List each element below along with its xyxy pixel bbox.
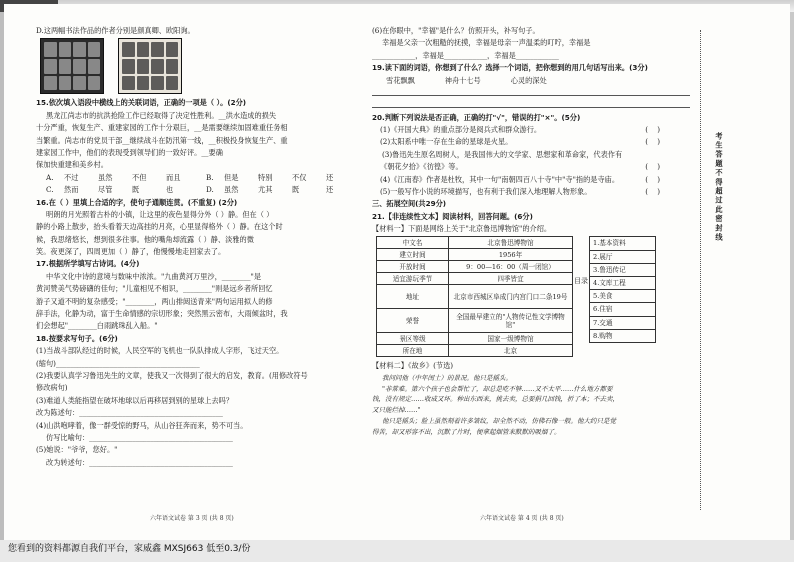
table-row [377, 333, 573, 345]
q15-text: 十分严重，恢复生产、重建家园的工作十分艰巨，__是需要继续加固难重任务相 [36, 123, 288, 133]
q17-text: 中华文化中诗的意境与数味中浓浓。"九曲黄河万里沙，________"是 [46, 271, 262, 281]
table-row [377, 249, 573, 261]
table-row [377, 261, 573, 273]
table-row [590, 263, 656, 276]
q18-answer[interactable]: 改为陈述句：________________________________________ [36, 408, 223, 418]
q20-item [372, 175, 690, 184]
option-word: 还 [326, 185, 334, 195]
q18-item: (1)当战斗部队经过的时候，人民空军的飞机也一队队排成人字形，飞过天空。 [36, 346, 284, 356]
museum-info-table [376, 236, 573, 357]
table-cell: 荣誉 [377, 309, 449, 333]
q20-statement: (2)太阳系中唯一存在生命的星球是火星。 [380, 137, 513, 147]
table-cell: 适宜游玩季节 [377, 273, 449, 285]
q20-item [372, 137, 690, 146]
q20-statement: (1)《开国大典》的重点部分是阅兵式和群众游行。 [380, 124, 542, 134]
option-word: 不过 [64, 172, 79, 182]
table-row [590, 303, 656, 316]
story-line: 又只能烂掉……" [372, 406, 421, 415]
seal-line [700, 30, 701, 510]
q19-title: 19.读下面的词语，你想到了什么？选择一个词语，把你想到的用几句话写出来。(3分) [372, 63, 648, 73]
option-word: 然而 [64, 185, 79, 195]
table-cell: 北京 [449, 345, 573, 357]
table-cell: 所在地 [377, 345, 449, 357]
option-word: 虽然 [224, 185, 239, 195]
option-word: 尽管 [98, 185, 113, 195]
q20-statement: (4)《江南春》作者是杜牧，其中一句"南朝四百八十寺"中"寺"指的是寺庙。 [380, 174, 620, 184]
q20-item [372, 162, 690, 171]
table-row [590, 250, 656, 263]
q17-text: 辞手法，化静为动，富于生命情感的宗切形象；突然黑云密布，大雨倾盆时，我 [36, 309, 288, 319]
judge-blank[interactable]: ( ) [645, 174, 660, 184]
table-row [377, 345, 573, 357]
option-letter: B. [206, 172, 214, 182]
toc-item: 2.展厅 [590, 250, 656, 263]
q15-title: 15.依次填入语段中横线上的关联词语，正确的一项是（ ）。(2分) [36, 98, 247, 108]
watermark-text: 您看到的资料都源自我们平台，家威鑫 MXSJ663 低至0.3/份 [8, 544, 251, 554]
table-of-contents [589, 236, 656, 343]
q16-text: 明朗的月光照着古朴的小镇，让这里的夜色显得分外（ ）静。但在（ ） [46, 209, 274, 219]
q15-text: 建家园工作中，他们的表现受到领导们的一致好评。__要确 [36, 147, 223, 157]
table-cell: 地址 [377, 285, 449, 309]
option-word: 既 [132, 185, 140, 195]
left-page [36, 26, 362, 470]
q17-text: 们会想起"________白雨跳珠乱入船。" [36, 321, 158, 331]
table-of-contents-label: 目录 [574, 277, 588, 286]
option-word: 不仅 [292, 172, 307, 182]
section-three-title: 三、拓展空间(共29分) [372, 199, 447, 209]
table-cell: 北京鲁迅博物馆 [449, 237, 573, 249]
calligraphy-image-1 [40, 38, 104, 94]
q15-options-row-2 [36, 185, 362, 194]
q19-word: 心灵的深处 [510, 75, 547, 85]
q14-option-d: D.这两幅书法作品的作者分别是颜真卿、欧阳询。 [36, 26, 195, 35]
option-word: 尤其 [258, 185, 273, 195]
option-letter: D. [206, 185, 214, 195]
q21-title: 21.【非连续性文本】阅读材料，回答问题。(6分) [372, 211, 533, 221]
q20-item [372, 187, 690, 196]
option-word: 而且 [166, 172, 181, 182]
toc-item: 7.交通 [590, 316, 656, 329]
q15-options-row-1 [36, 173, 362, 182]
judge-blank[interactable]: ( ) [645, 186, 660, 196]
scan-right-edge [790, 12, 794, 540]
page-footer-right: 六年语文试卷 第 4 页 (共 8 页) [480, 515, 564, 522]
table-row [377, 285, 573, 309]
table-row [377, 237, 573, 249]
option-word: 也 [166, 185, 174, 195]
toc-item: 3.鲁迅传记 [590, 263, 656, 276]
q18-item: (3)难道人类能指望在破坏地球以后再移居到别的星球上去吗？ [36, 395, 234, 405]
calligraphy-samples [40, 38, 362, 94]
story-line: "非常难。第六个孩子也会帮忙了，却总是吃不够……又不太平……什么地方都要 [382, 384, 613, 393]
table-row [590, 290, 656, 303]
story-line: 得苦，却又形容不出，沉默了片时，便拿起烟管来默默的吸烟了。 [372, 427, 561, 436]
answer-line[interactable] [372, 101, 690, 108]
table-row [590, 237, 656, 250]
option-letter: C. [46, 185, 54, 195]
table-cell: 四季皆宜 [449, 273, 573, 285]
q17-text: 黄河赞美气势磅礴的佳句；"儿童相见不相识，________"则是远乡者所回忆 [36, 284, 273, 294]
q18-answer[interactable]: (缩句)________________________________________ [36, 358, 200, 368]
museum-info-block [376, 236, 690, 357]
q17-text: 游子又道不明的复杂感受；"________，两山排闼送青来"两句运用拟人的修 [36, 296, 273, 306]
table-cell: 北京市西城区阜成门内宫门口二条19号 [449, 285, 573, 309]
table-cell: 中文名 [377, 237, 449, 249]
right-page [372, 26, 690, 438]
q18-text: 幸福是父亲一次粗糙的抚摸，幸福是母亲一声温柔的叮咛，幸福是 [382, 38, 591, 48]
table-cell: 1956年 [449, 249, 573, 261]
toc-item: 8.购物 [590, 329, 656, 342]
table-cell: 景区等级 [377, 333, 449, 345]
q20-statement: (3)鲁迅先生原名周树人，是我国伟大的文学家、思想家和革命家，代表作有 [382, 149, 623, 159]
material-two-title: 【材料二】《故乡》(节选) [372, 361, 454, 371]
bottom-watermark-bar [0, 540, 794, 562]
story-line: 他只是摇头；脸上虽然刻着许多皱纹，却全然不动，仿佛石像一般。他大约只是觉 [382, 416, 616, 425]
toc-item: 5.美食 [590, 290, 656, 303]
judge-blank[interactable]: ( ) [645, 137, 660, 147]
toc-item: 6.住宿 [590, 303, 656, 316]
q18-item: (2)我要认真学习鲁迅先生的文章，使我又一次得到了很大的启发，教育。(用修改符号 [36, 370, 308, 380]
q18-answer[interactable]: 仿写比喻句：________________________________________ [46, 432, 233, 442]
q18-item: (6)在你眼中，"幸福"是什么？仿照开头，补写句子。 [372, 26, 540, 35]
table-row [590, 277, 656, 290]
q20-item [372, 125, 690, 134]
q19-word: 神舟十七号 [444, 75, 481, 85]
calligraphy-image-2 [118, 38, 182, 94]
option-word: 不但 [132, 172, 147, 182]
answer-line[interactable] [372, 89, 690, 96]
story-line: 钱，没有规定……收成又坏。种出东西来，挑去卖，总要捐几回钱，折了本；不去卖， [372, 395, 619, 404]
table-row [590, 329, 656, 342]
q15-text: 保加快重建和美乡村。 [36, 160, 108, 170]
table-cell: 9：00—16：00（周一闭馆） [449, 261, 573, 273]
q18-answer[interactable]: ____________，幸福是____________，幸福是____________ [372, 50, 559, 60]
table-row [590, 316, 656, 329]
option-word: 但是 [224, 172, 239, 182]
q16-title: 16.在（ ）里填上合适的字，使句子通顺连贯。(不重复) (2分) [36, 197, 238, 207]
table-row [377, 273, 573, 285]
page-footer-left: 六年语文试卷 第 3 页 (共 8 页) [150, 515, 234, 522]
q17-title: 17.根据所学填写古诗词。(4分) [36, 259, 140, 269]
seal-line-notice: 考生答题不得超过此密封线 [715, 132, 724, 243]
option-word: 虽然 [98, 172, 113, 182]
toc-item: 1.基本资料 [590, 237, 656, 250]
option-word: 既 [292, 185, 300, 195]
story-line: 我问问他（中年闰土）的景况。他只是摇头。 [382, 373, 512, 382]
judge-blank[interactable]: ( ) [645, 124, 660, 134]
q15-text: 当繁重。尚志市的党员干部__继续战斗在防汛第一线，__积极投身恢复生产、重 [36, 135, 288, 145]
option-letter: A. [46, 172, 54, 182]
table-row [377, 309, 573, 333]
q20-statement: (5)一般写作小说的环境描写，也有利于我们深入地理解人物形象。 [380, 186, 592, 196]
table-cell: 全国最早建立的"人物传记性文学博物馆" [449, 309, 573, 333]
q18-answer[interactable]: 改为转述句：________________________________________ [46, 457, 233, 467]
q18-title: 18.按要求写句子。(6分) [36, 333, 118, 343]
q16-text: 静的小路上散步，抬头看着天边高挂的月亮，心里显得格外（ ）静。在这个时 [36, 222, 283, 232]
q16-text: 笑。夜更深了，四周更加（ ）静了，他慢慢地走回家去了。 [36, 247, 226, 257]
table-cell: 开放时间 [377, 261, 449, 273]
story-excerpt [372, 374, 690, 437]
option-word: 还 [326, 172, 334, 182]
q19-word: 雪花飘飘 [386, 75, 415, 85]
material-one-intro: 【材料一】下面是网络上关于"北京鲁迅博物馆"的介绍。 [372, 224, 552, 234]
option-word: 特别 [258, 172, 273, 182]
table-cell: 建立时间 [377, 249, 449, 261]
q20-title: 20.判断下列说法是否正确，正确的打"√"，错误的打"×"。(5分) [372, 112, 581, 122]
toc-item: 4.文库工程 [590, 277, 656, 290]
q18-item: (5)她说："爷爷，您好。" [36, 445, 118, 455]
q19-word-list [372, 76, 690, 85]
q16-text: 候，我思绪悠长，想到很多往事。他的嘴角却流露（ ）静、淡雅的微 [36, 234, 254, 244]
q18-item: 修改病句) [36, 383, 68, 393]
q18-item: (4)山洪咆哮着，像一群受惊的野马，从山谷狂奔而来，势不可当。 [36, 420, 248, 430]
table-cell: 国家一级博物馆 [449, 333, 573, 345]
q15-text: 黑龙江尚志市的抗洪抢险工作已经取得了决定性胜利。__洪水造成的损失 [46, 110, 277, 120]
judge-blank[interactable]: ( ) [645, 162, 660, 172]
q20-statement: 《朝花夕拾》《彷徨》等。 [380, 162, 463, 172]
